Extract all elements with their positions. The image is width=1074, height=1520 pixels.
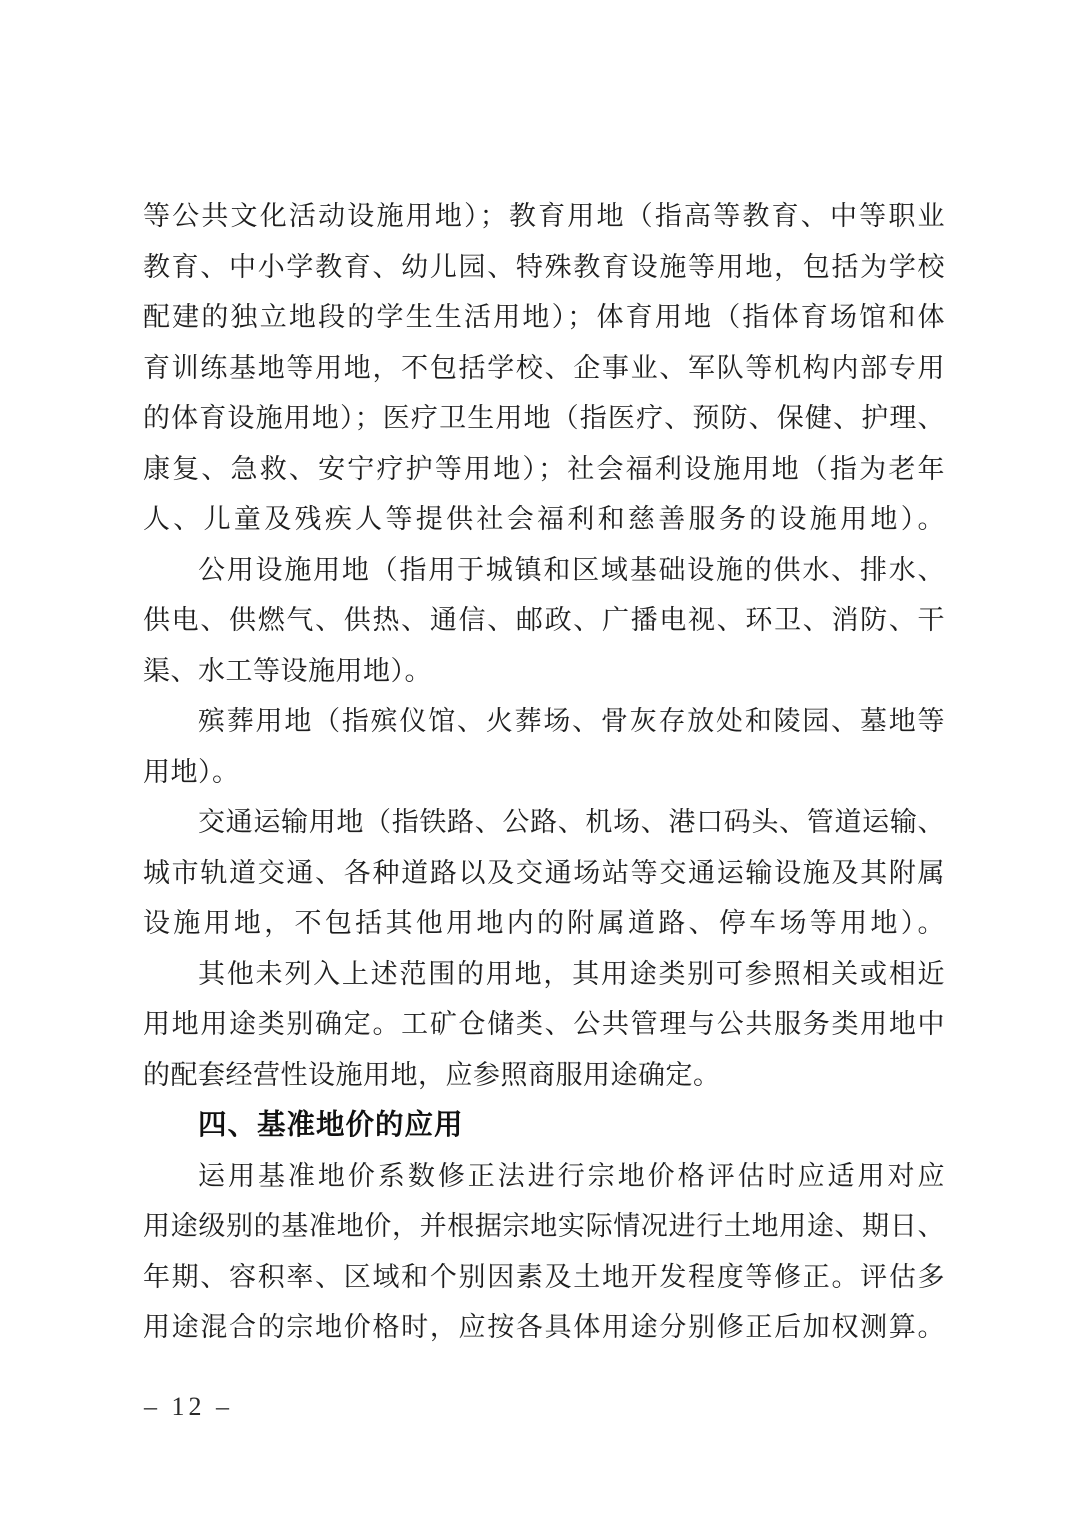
text-line: 等公共文化活动设施用地）；教育用地（指高等教育、中等职业: [143, 201, 945, 231]
text-line: 育训练基地等用地，不包括学校、企事业、军队等机构内部专用: [143, 352, 945, 383]
text-line: 用地用途类别确定。工矿仓储类、公共管理与公共服务类用地中: [143, 1009, 945, 1039]
text-line: 其他未列入上述范围的用地，其用途类别可参照相关或相近: [198, 958, 945, 989]
text-line: 用地）。: [143, 756, 240, 787]
text-line: 城市轨道交通、各种道路以及交通场站等交通运输设施及其附属: [143, 857, 945, 888]
text-line: 年期、容积率、区域和个别因素及土地开发程度等修正。评估多: [143, 1261, 945, 1292]
text-line: 公用设施用地（指用于城镇和区域基础设施的供水、排水、: [198, 554, 945, 585]
text-line: 渠、水工等设施用地）。: [143, 655, 432, 686]
text-line: 设施用地，不包括其他用地内的附属道路、停车场等用地）。: [143, 908, 945, 938]
body-text: [143, 191, 945, 1353]
text-line: 教育、中小学教育、幼儿园、特殊教育设施等用地，包括为学校: [143, 251, 945, 282]
text-line: 交通运输用地（指铁路、公路、机场、港口码头、管道运输、: [198, 807, 945, 837]
text-line: 用途级别的基准地价，并根据宗地实际情况进行土地用途、期日、: [143, 1211, 945, 1241]
text-line: 的体育设施用地）；医疗卫生用地（指医疗、预防、保健、护理、: [143, 403, 945, 433]
text-line: 人、儿童及残疾人等提供社会福利和慈善服务的设施用地）。: [143, 504, 945, 534]
text-line: 殡葬用地（指殡仪馆、火葬场、骨灰存放处和陵园、墓地等: [198, 706, 945, 736]
text-line: 运用基准地价系数修正法进行宗地价格评估时应适用对应: [198, 1160, 945, 1191]
page-number: – 12 –: [144, 1392, 233, 1421]
text-line: 用途混合的宗地价格时，应按各具体用途分别修正后加权测算。: [143, 1312, 945, 1342]
text-line: 康复、急救、安宁疗护等用地）；社会福利设施用地（指为老年: [143, 453, 945, 484]
text-line: 配建的独立地段的学生生活用地）；体育用地（指体育场馆和体: [143, 302, 945, 332]
text-line: 供电、供燃气、供热、通信、邮政、广播电视、环卫、消防、干: [143, 605, 945, 635]
text-line: 四、基准地价的应用: [198, 1109, 464, 1141]
text-line: 的配套经营性设施用地，应参照商服用途确定。: [143, 1059, 721, 1090]
